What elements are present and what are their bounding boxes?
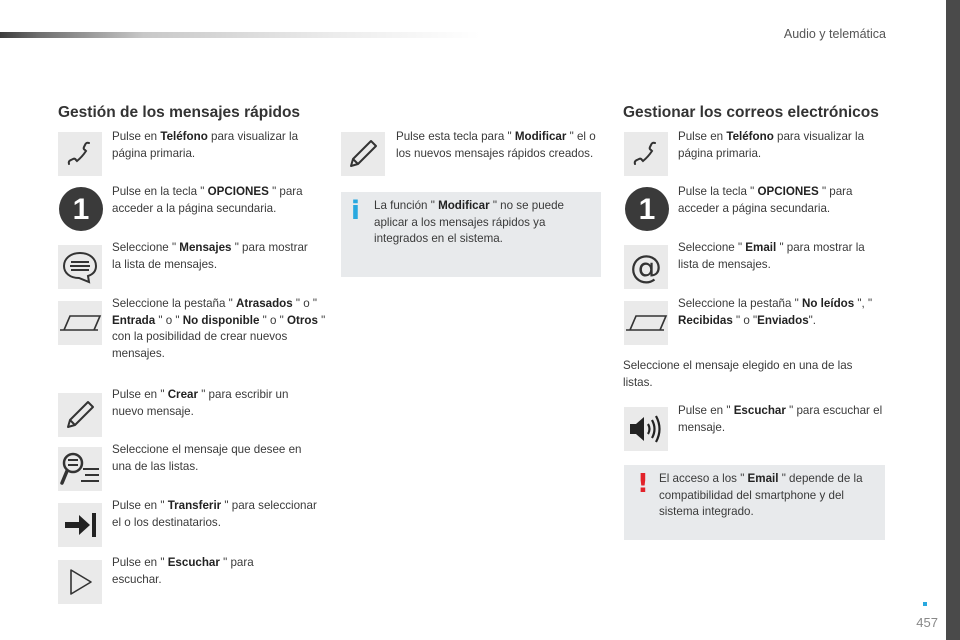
svg-text:1: 1: [72, 193, 90, 226]
left-item-text: Pulse en " Crear " para escribir un nuevo mensaje.: [112, 388, 289, 418]
right-plain-text: Seleccione el mensaje elegido en una de las listas.: [623, 359, 853, 389]
right-item-text: Pulse la tecla " OPCIONES " para acceder a página secundaria.: [678, 185, 853, 215]
left-item-text: Pulse en la tecla " OPCIONES " para acceder a la página secundaria.: [112, 185, 303, 215]
left-item-text: Seleccione el mensaje que desee en una de las listas.: [112, 443, 302, 473]
play-icon: [58, 560, 102, 604]
warning-note-text: El acceso a los " Email " depende de la compatibilidad del smartphone y del sistema integrado.: [659, 472, 863, 518]
left-section-title: Gestión de los mensajes rápidos: [58, 104, 301, 121]
middle-item-text: Pulse esta tecla para " Modificar " el o los nuevos mensajes rápidos creados.: [396, 130, 596, 160]
svg-text:1: 1: [638, 193, 656, 226]
page-edge-strip: [946, 0, 960, 640]
right-item-text: Seleccione la pestaña " No leídos ", " Recibidas " o "Enviados".: [678, 297, 873, 327]
speech-bubble-lines-icon: [58, 245, 102, 289]
transfer-arrow-icon: [58, 503, 102, 547]
page-number: 457: [916, 615, 938, 630]
page-marker: [923, 602, 927, 606]
number-one-icon: [624, 186, 670, 232]
right-section-title: Gestionar los correos electrónicos: [623, 104, 879, 121]
pencil-icon: [341, 132, 385, 176]
right-item-text: Pulse en Teléfono para visualizar la página primaria.: [678, 130, 865, 160]
phone-handset-icon: [58, 132, 102, 176]
warning-note: [624, 465, 885, 540]
phone-handset-icon: [624, 132, 668, 176]
tab-icon: [624, 301, 668, 345]
tab-icon: [58, 301, 102, 345]
info-icon: i: [351, 196, 360, 226]
at-sign-icon: [624, 245, 668, 289]
pencil-icon: [58, 393, 102, 437]
right-item-text: Pulse en " Escuchar " para escuchar el mensaje.: [678, 404, 883, 434]
header-gradient-bar: [0, 32, 480, 38]
speaker-icon: [624, 407, 668, 451]
left-item-text: Pulse en Teléfono para visualizar la página primaria.: [112, 130, 299, 160]
left-item-text: Seleccione " Mensajes " para mostrar la lista de mensajes.: [112, 241, 308, 271]
warning-icon: !: [637, 469, 649, 499]
left-item-text: Pulse en " Escuchar " para escuchar.: [112, 556, 254, 586]
svg-text:@: @: [630, 248, 662, 286]
info-note: [341, 192, 601, 277]
section-header: Audio y telemática: [783, 27, 886, 41]
info-note-text: La función " Modificar " no se puede aplicar a los mensajes rápidos ya integrados en el sistema.: [374, 199, 564, 245]
left-item-text: Seleccione la pestaña " Atrasados " o " Entrada " o " No disponible " o " Otros " con la posibilidad de crear nuevos mensajes.: [112, 297, 326, 360]
number-one-icon: [58, 186, 104, 232]
search-list-icon: [58, 447, 102, 491]
right-item-text: Seleccione " Email " para mostrar la lista de mensajes.: [678, 241, 865, 271]
left-item-text: Pulse en " Transferir " para seleccionar el o los destinatarios.: [112, 499, 317, 529]
